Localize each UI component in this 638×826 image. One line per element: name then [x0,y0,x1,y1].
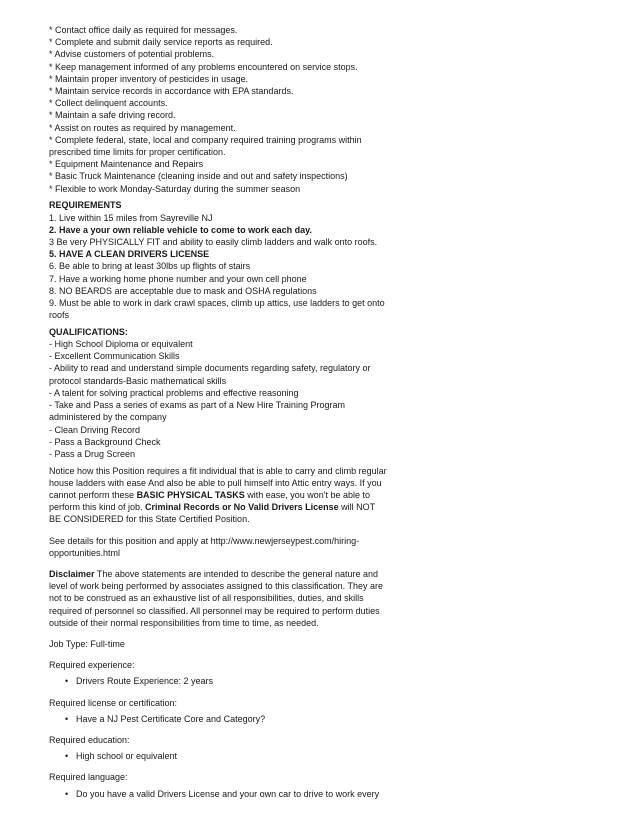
bullet-list [49,675,608,687]
qualification-line: - Take and Pass a series of exams as part of a New Hire Training Program [49,400,345,411]
bullet-icon: • [65,713,69,724]
requirement-line: 7. Have a working home phone number and your own cell phone [49,273,307,284]
notice-line [49,489,608,501]
details-line: See details for this position and apply at http://www.newjerseypest.com/hiring- [49,535,360,546]
bullet-list [49,750,608,762]
qualification-line: - High School Diploma or equivalent [49,339,193,350]
notice-text: for this State Certified Position. [123,514,250,525]
duty-line: * Flexible to work Monday-Saturday during the summer season [49,183,301,194]
disclaimer-line: required of personnel so classified. All personnel may be required to perform duties [49,605,380,616]
notice-line: Notice how this Position requires a fit individual that is able to carry and climb regular [49,465,387,476]
job-type: Job Type: Full-time [49,639,125,650]
qualifications-heading: QUALIFICATIONS: [49,326,128,337]
duty-line: prescribed time limits for proper certification. [49,147,226,158]
notice-emphasis: BASIC PHYSICAL TASKS [136,490,245,501]
notice-emphasis: Criminal Records or No Valid Drivers License [145,502,339,513]
list-item [65,750,608,762]
bullet-list [49,713,608,725]
notice-text: will NOT [338,502,376,513]
required-experience-section [49,659,608,687]
qualifications-section [49,326,608,460]
duty-line: * Advise customers of potential problems. [49,49,215,60]
qualification-line: - Pass a Background Check [49,436,161,447]
notice-text: cannot perform these [49,490,137,501]
list-item-text: High school or equivalent [76,751,178,762]
bullet-icon: • [65,751,69,762]
disclaimer-text: The above statements are intended to describe the general nature and [94,569,379,580]
qualification-line: administered by the company [49,412,167,423]
section-label: Required education: [49,735,130,746]
section-label: Required experience: [49,660,135,671]
disclaimer-line: outside of their normal responsibilities from time to time, as needed. [49,617,319,628]
section-label: Required license or certification: [49,697,178,708]
details-line: opportunities.html [49,547,121,558]
notice-paragraph [49,465,608,526]
duty-line: * Maintain proper inventory of pesticides in usage. [49,73,249,84]
bullet-icon: • [65,676,69,687]
duty-line: * Assist on routes as required by management. [49,122,236,133]
duty-line: * Maintain a safe driving record. [49,110,176,121]
notice-line: house ladders with ease And also be able to pull himself into Attic entry ways. If you [49,477,382,488]
disclaimer-paragraph [49,568,608,629]
notice-line [49,501,608,513]
requirement-line: roofs [49,310,70,321]
requirements-section [49,199,608,321]
requirement-line: 1. Live within 15 miles from Sayreville NJ [49,212,213,223]
disclaimer-line [49,568,608,580]
requirement-line: 3 Be very PHYSICALLY FIT and ability to easily climb ladders and walk onto roofs. [49,236,378,247]
requirement-line: 8. NO BEARDS are acceptable due to mask and OSHA regulations [49,285,317,296]
qualification-line: - Clean Driving Record [49,424,141,435]
section-label: Required language: [49,772,128,783]
duty-line: * Complete and submit daily service reports as required. [49,37,273,48]
duty-line: * Basic Truck Maintenance (cleaning inside and out and safety inspections) [49,171,348,182]
notice-text: with ease, you won't be able to [244,490,371,501]
disclaimer-label: Disclaimer [49,569,95,580]
duty-line: * Maintain service records in accordance with EPA standards. [49,86,294,97]
requirement-line: 5. HAVE A CLEAN DRIVERS LICENSE [49,249,210,260]
requirements-heading: REQUIREMENTS [49,200,122,211]
disclaimer-line: level of work being performed by associates assigned to this classification. They are [49,581,384,592]
qualification-line: protocol standards-Basic mathematical skills [49,375,227,386]
list-item-text: Do you have a valid Drivers License and your own car to drive to work every [76,788,380,799]
qualification-line: - A talent for solving practical problems and effective reasoning [49,387,299,398]
list-item [65,788,608,800]
duty-line: * Complete federal, state, local and company required training programs within [49,134,362,145]
notice-text: BE CONSIDERED [49,514,124,525]
bullet-list [49,788,608,800]
requirement-line: 6. Be able to bring at least 30lbs up flights of stairs [49,261,251,272]
requirement-line: 2. Have a your own reliable vehicle to come to work each day. [49,224,312,235]
list-item [65,675,608,687]
disclaimer-line: not to be construed as an exhaustive list of all responsibilities, duties, and skills [49,593,364,604]
details-paragraph [49,535,608,559]
list-item-text: Have a NJ Pest Certificate Core and Category? [76,713,266,724]
duty-line: * Contact office daily as required for messages. [49,25,238,35]
qualification-line: - Pass a Drug Screen [49,448,136,459]
notice-line [49,513,608,525]
list-item [65,713,608,725]
duty-line: * Keep management informed of any problems encountered on service stops. [49,61,358,72]
notice-text: perform this kind of job. [49,502,146,513]
list-item-text: Drivers Route Experience: 2 years [76,676,214,687]
requirement-line: 9. Must be able to work in dark crawl spaces, climb up attics, use ladders to get onto [49,297,385,308]
qualification-line: - Excellent Communication Skills [49,351,180,362]
required-language-section [49,771,608,799]
required-education-section [49,734,608,762]
required-license-section [49,697,608,725]
duty-line: * Collect delinquent accounts. [49,98,168,109]
bullet-icon: • [65,788,69,799]
duties-list [49,24,608,195]
qualification-line: - Ability to read and understand simple documents regarding safety, regulatory or [49,363,371,374]
duty-line: * Equipment Maintenance and Repairs [49,159,204,170]
